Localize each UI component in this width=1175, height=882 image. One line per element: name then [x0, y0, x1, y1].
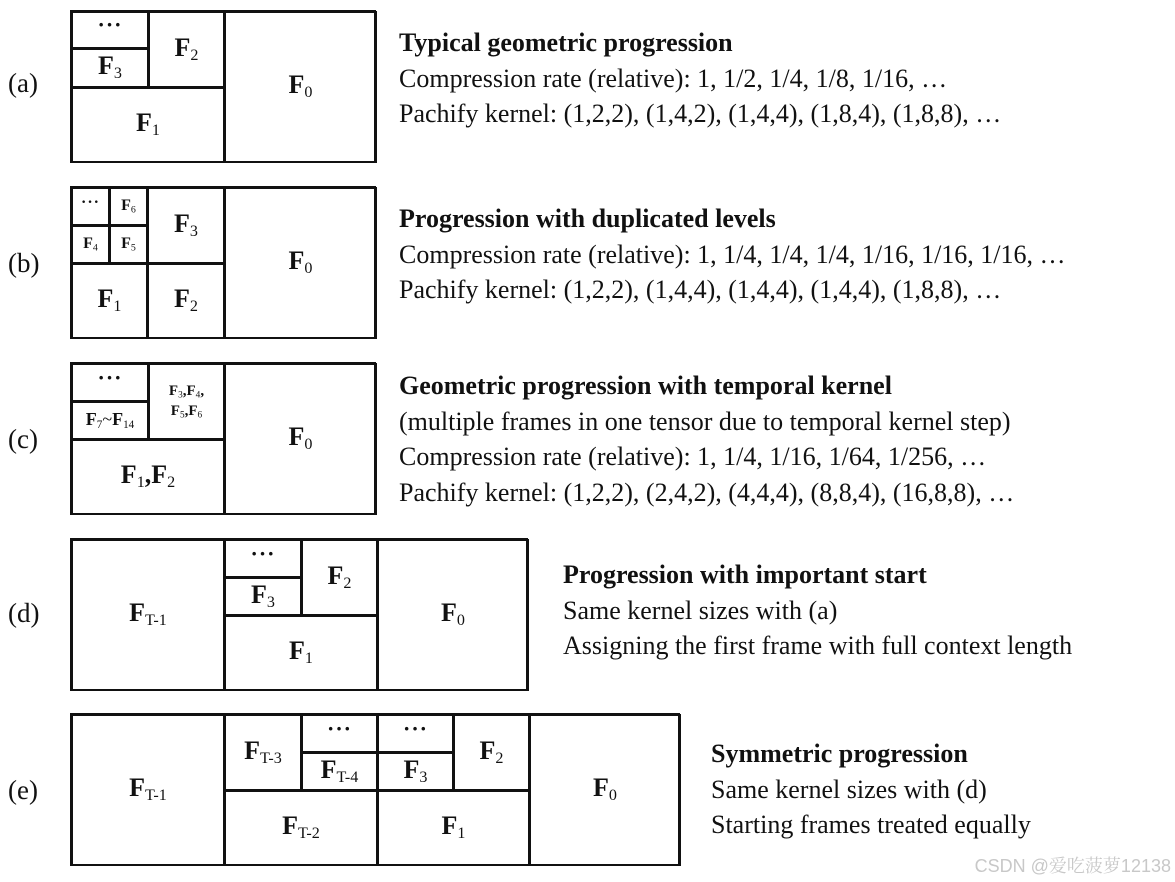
cell-ft-3 [224, 714, 302, 791]
cell-f7-f14: $F_7\sim F_{14}$ [71, 401, 149, 440]
frame-index: 2 [167, 474, 176, 492]
frame-letter: F [168, 382, 179, 399]
frame-index: 0 [304, 260, 313, 278]
frame-letter: F [170, 402, 180, 419]
frame-letter: F [151, 460, 168, 490]
frame-index: 1 [136, 474, 145, 492]
frame-index: T-2 [298, 825, 320, 843]
cell-f6 [109, 187, 148, 226]
frame-letter: F [98, 51, 114, 81]
frame-letter: F [282, 811, 299, 841]
cell-ft-1 [71, 714, 225, 866]
cell-ellipsis: ··· [377, 714, 454, 753]
frame-letter: F [120, 460, 137, 490]
frame-letter: F [403, 754, 420, 784]
frame-letter: F [188, 402, 198, 419]
frame-index: 3 [189, 222, 198, 240]
panel-c-grid [70, 362, 376, 515]
frame-index: 1 [457, 825, 466, 843]
frame-index: 3 [178, 389, 183, 400]
frame-letter: F [251, 579, 267, 609]
cell-ellipsis: ··· [301, 714, 378, 753]
frame-index: 3 [266, 593, 275, 611]
cell-f0 [224, 187, 377, 339]
frame-letter: F [288, 422, 305, 452]
cell-f0 [224, 11, 377, 163]
frame-index: 14 [123, 418, 135, 431]
frame-index: 1 [304, 650, 313, 668]
frame-letter: F [136, 108, 152, 138]
frame-letter: F [121, 196, 131, 214]
panel-e-description [711, 736, 1031, 843]
panel-e-label: (e) [8, 775, 38, 805]
frame-letter: F [97, 284, 114, 314]
frame-index: 5 [179, 409, 185, 420]
cell-f1 [224, 615, 378, 691]
frame-letter: F [83, 234, 93, 252]
panel-c-description [399, 368, 1014, 510]
cell-ellipsis: ··· [71, 11, 149, 49]
frame-letter: F [289, 636, 305, 666]
cell-f3 [377, 752, 454, 791]
cell-f1-f2: $F_1,F_2$ [71, 439, 225, 515]
cell-ellipsis: ··· [71, 187, 110, 226]
cell-f3-f6: $F_3,F_4$, $F_5,F_6$ [148, 363, 225, 440]
panel-b-description [399, 201, 1066, 308]
cell-f2 [148, 11, 225, 88]
frame-letter: F [186, 382, 196, 399]
frame-index: 2 [343, 574, 352, 592]
frame-index: 3 [113, 65, 122, 83]
panel-c-heading: Geometric progression with temporal kernel [399, 371, 892, 400]
panel-e-line: Same kernel sizes with (d) [711, 774, 987, 804]
panel-b-line: Pachify kernel: (1,2,2), (1,4,4), (1,4,4), (1,4,4), (1,8,8), … [399, 275, 1002, 304]
cell-f2 [301, 539, 378, 616]
watermark: CSDN @爱吃菠萝12138 [974, 856, 1171, 876]
frame-index: 3 [419, 768, 428, 786]
frame-index: 4 [195, 389, 201, 400]
frame-index: T-1 [145, 787, 167, 805]
cell-ft-1 [71, 539, 225, 691]
frame-index: 4 [92, 242, 98, 254]
panel-e-line: Starting frames treated equally [711, 810, 1031, 839]
panel-d-description [563, 557, 1072, 664]
panel-a-label: (a) [8, 68, 38, 98]
frame-index: T-3 [260, 749, 282, 767]
cell-ft-2 [224, 790, 378, 866]
cell-ellipsis: ··· [71, 363, 149, 402]
panel-c-line: (multiple frames in one tensor due to temporal kernel step) [399, 406, 1011, 436]
frame-letter: F [121, 234, 131, 252]
frame-letter: F [129, 773, 146, 803]
panel-b-grid [70, 186, 376, 339]
cell-ft-4 [301, 752, 378, 791]
frame-letter: F [129, 598, 146, 628]
panel-d-label: (d) [8, 598, 40, 628]
frame-letter: F [593, 773, 609, 803]
frame-index: 0 [456, 612, 465, 630]
panel-a-line: Pachify kernel: (1,2,2), (1,4,2), (1,4,4), (1,8,4), (1,8,8), … [399, 99, 1002, 128]
cell-f5 [109, 225, 148, 264]
panel-c-line: Pachify kernel: (1,2,2), (2,4,2), (4,4,4), (8,8,4), (16,8,8), … [399, 477, 1015, 507]
panel-a-line: Compression rate (relative): 1, 1/2, 1/4, 1/8, 1/16, … [399, 63, 948, 93]
panel-d-line: Assigning the first frame with full context length [563, 631, 1073, 660]
cell-f3 [224, 577, 302, 616]
cell-f1 [71, 87, 225, 163]
frame-index: 7 [96, 418, 103, 431]
panel-b-line: Compression rate (relative): 1, 1/4, 1/4, 1/4, 1/16, 1/16, 1/16, … [399, 239, 1066, 269]
frame-letter: F [288, 246, 305, 276]
panel-d-heading: Progression with important start [563, 560, 927, 589]
panel-c-label: (c) [8, 424, 38, 454]
panel-a-heading: Typical geometric progression [399, 28, 733, 57]
frame-index: T-4 [336, 768, 359, 786]
frame-letter: F [112, 409, 124, 430]
cell-f0 [377, 539, 529, 691]
frame-letter: F [174, 208, 190, 238]
frame-letter: F [327, 560, 344, 590]
panel-d-line: Same kernel sizes with (a) [563, 595, 838, 625]
cell-f2 [453, 714, 530, 791]
panel-b-heading: Progression with duplicated levels [399, 204, 776, 233]
cell-f2 [147, 263, 225, 339]
cell-ellipsis: ··· [224, 539, 302, 578]
cell-f1 [71, 263, 148, 339]
cell-f4 [71, 225, 110, 264]
panel-c-line: Compression rate (relative): 1, 1/4, 1/16, 1/64, 1/256, … [399, 442, 987, 471]
frame-letter: F [288, 70, 305, 100]
frame-letter: F [441, 598, 457, 628]
cell-f0 [224, 363, 377, 515]
frame-letter: F [479, 735, 496, 765]
frame-index: 1 [151, 122, 160, 140]
frame-index: 6 [197, 409, 203, 420]
cell-f0 [529, 714, 681, 866]
panel-e-heading: Symmetric progression [711, 739, 968, 768]
frame-letter: F [174, 284, 190, 314]
frame-letter: F [174, 32, 191, 62]
panel-a-description [399, 25, 1001, 132]
frame-index: 0 [304, 436, 313, 454]
frame-index: 0 [304, 84, 313, 102]
frame-index: 0 [608, 787, 617, 805]
panel-b-label: (b) [8, 248, 40, 278]
frame-index: 2 [495, 749, 504, 767]
frame-index: 2 [190, 46, 199, 64]
panel-e-grid [70, 713, 680, 866]
cell-f3 [71, 48, 149, 88]
frame-index: 2 [189, 298, 198, 316]
frame-letter: F [320, 754, 337, 784]
frame-index: T-1 [145, 612, 167, 630]
cell-f1 [377, 790, 530, 866]
frame-index: 5 [130, 242, 136, 254]
frame-index: 6 [130, 204, 136, 216]
frame-letter: F [85, 409, 97, 430]
frame-letter: F [441, 811, 458, 841]
frame-letter: F [244, 735, 261, 765]
panel-d-grid [70, 538, 528, 691]
panel-a-grid [70, 10, 376, 163]
frame-index: 1 [113, 298, 122, 316]
cell-f3 [147, 187, 225, 264]
